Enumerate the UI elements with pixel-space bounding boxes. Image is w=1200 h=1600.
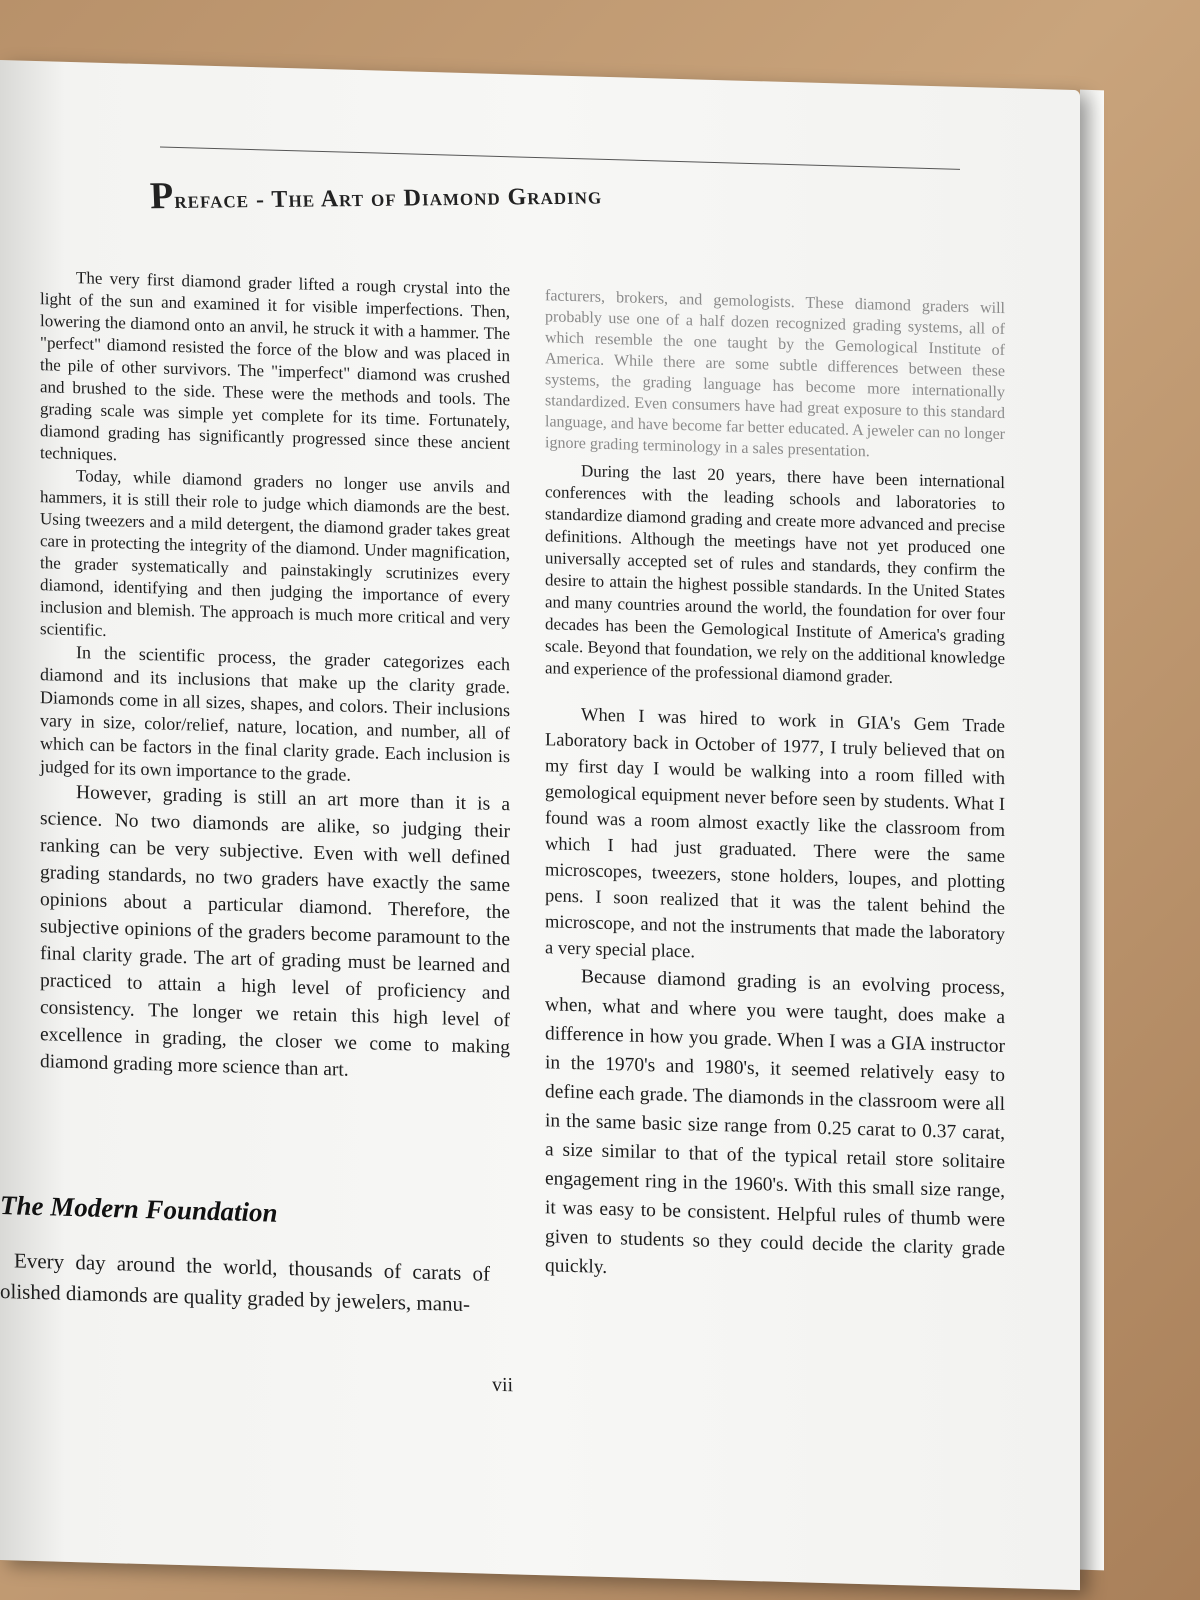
page-edge: [1080, 90, 1104, 1571]
title-text: reface - The Art of Diamond Grading: [173, 183, 603, 214]
chapter-title: [149, 169, 603, 218]
paragraph: facturers, brokers, and gemologists. These diamond graders will probably use one of a half dozen recognized grading systems, all of which resemble the one taught by the Gemological Institute of America. While there are some subtle differences between these systems, the grading language has become more internationally standardized. Even consumers have had great exposure to this standard language, and have become far better educated. A jeweler can no longer ignore grading terminology in a sales presentation.: [545, 287, 1005, 461]
paragraph: However, grading is still an art more than it is a science. No two diamonds are alike, so judging their ranking can be very subjective. Even with well defined grading standards, no two graders have exactly the same opinions about a particular diamond. Therefore, the subjective opinions of the graders become paramount to the final clarity grade. The art of grading must be learned and practiced to attain a high level of proficiency and consistency. The longer we retain this high level of excellence in grading, the closer we come to making diamond grading more science than art.: [40, 782, 510, 1081]
paragraph: Every day around the world, thousands of carats of olished diamonds are quality graded by jewelers, manu-: [0, 1248, 490, 1317]
left-column: [40, 266, 510, 1088]
header-rule: [160, 146, 960, 169]
paragraph: Today, while diamond graders no longer use anvils and hammers, it is still their role to judge which diamonds are the best. Using tweezers and a mild detergent, the diamond grader takes great care in protecting the integrity of the diamond. Under magnification, the grader systematically and painstakingly scrutinizes every diamond, identifying and then judging the importance of every inclusion and blemish. The approach is much more critical and very scientific.: [40, 466, 510, 640]
book-page: [0, 60, 1080, 1590]
section-heading: The Modern Foundation: [0, 1190, 278, 1228]
right-column: [545, 285, 1005, 1293]
title-initial: P: [149, 174, 176, 218]
left-bottom-text: [0, 1245, 490, 1321]
paragraph: When I was hired to work in GIA's Gem Trade Laboratory back in October of 1977, I truly believed that on my first day I would be walking into a room filled with gemological equipment never before seen by students. What I found was a room almost exactly like the classroom from which I had just graduated. There were the same microscopes, tweezers, stone holders, loupes, and plotting pens. I soon realized that it was the talent behind the microscope, and not the instruments that made the laboratory a very special place.: [545, 705, 1005, 963]
page-number: vii: [492, 1373, 514, 1397]
paragraph: The very first diamond grader lifted a rough crystal into the light of the sun and examined it for visible imperfections. Then, lowering the diamond onto an anvil, he struck it with a hammer. The "perfect" diamond resisted the force of the blow and was placed in the pile of other survivors. The "imperfect" diamond was crushed and brushed to the side. These were the methods and tools. The grading scale was simple yet complete for its time. Fortunately, diamond grading has significantly progressed since these ancient techniques.: [40, 268, 510, 465]
paragraph: In the scientific process, the grader categorizes each diamond and its inclusions that make up the clarity grade. Diamonds come in all sizes, shapes, and colors. Their inclusions vary in size, color/relief, nature, location, and number, all of which can be factors in the final clarity grade. Each inclusion is judged for its own importance to the grade.: [40, 642, 510, 785]
paragraph: During the last 20 years, there have been international conferences with the leading schools and laboratories to standardize diamond grading and create more advanced and precise definitions. Although the meetings have not yet produced one universally accepted set of rules and standards, they confirm the desire to attain the highest possible standards. In the United States and many countries around the world, the foundation for over four decades has been the Gemological Institute of America's grading scale. Beyond that foundation, we rely on the additional knowledge and experience of the professional diamond grader.: [545, 461, 1005, 687]
paragraph: Because diamond grading is an evolving process, when, what and where you were taught, does make a difference in how you grade. When I was a GIA instructor in the 1970's and 1980's, it seemed relatively easy to define each grade. The diamonds in the classroom were all in the same basic size range from 0.25 carat to 0.37 carat, a size similar to that of the typical retail store solitaire engagement ring in the 1960's. With this small size range, it was easy to be consistent. Helpful rules of thumb were given to students so they could decide the clarity grade quickly.: [545, 966, 1005, 1278]
